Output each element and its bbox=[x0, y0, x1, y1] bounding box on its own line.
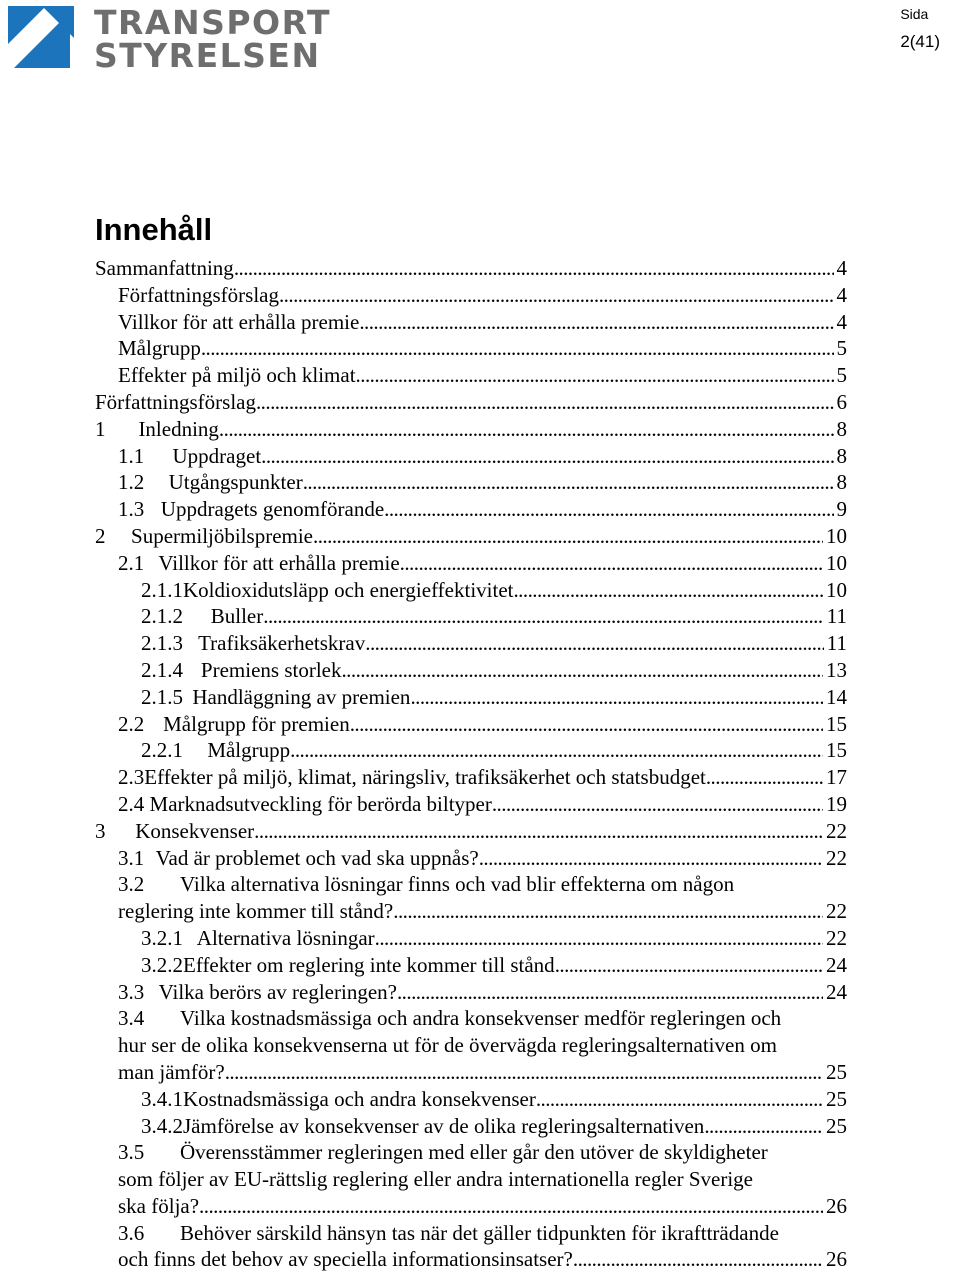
toc-entry[interactable] bbox=[95, 979, 847, 1006]
toc-entry-title: Marknadsutveckling för berörda biltyper bbox=[149, 791, 492, 816]
page-word: Sida bbox=[900, 6, 929, 22]
toc-leader-dots bbox=[365, 630, 824, 657]
toc-entry-page: 25 bbox=[826, 1113, 847, 1138]
toc-entry[interactable] bbox=[95, 309, 847, 336]
toc-entry-number: 3.2 bbox=[118, 872, 145, 897]
toc-entry-page: 6 bbox=[836, 389, 847, 414]
toc-entry-number: 2.1.3 bbox=[141, 631, 183, 656]
toc-entry[interactable] bbox=[95, 711, 847, 738]
toc-entry-number: 3.4.1 bbox=[141, 1086, 183, 1111]
toc-entry-title: Effekter på miljö och klimat bbox=[118, 363, 356, 388]
toc-leader-dots bbox=[341, 657, 823, 684]
logo-line-1: TRANSPORT bbox=[94, 3, 332, 42]
toc-entry[interactable] bbox=[95, 1113, 847, 1140]
toc-entry[interactable] bbox=[95, 871, 847, 898]
toc-leader-dots bbox=[536, 1086, 823, 1113]
toc-leader-dots bbox=[263, 603, 824, 630]
toc-entry-title: Koldioxidutsläpp och energieffektivitet bbox=[183, 577, 514, 602]
toc-entry-number: 1.2 bbox=[118, 470, 145, 495]
page-number: 2(41) bbox=[900, 32, 940, 51]
page-title: Innehåll bbox=[95, 212, 213, 247]
toc-entry-title: Sammanfattning bbox=[95, 256, 234, 280]
toc-leader-dots bbox=[261, 443, 833, 470]
toc-entry-title: Villkor för att erhålla premie bbox=[118, 309, 360, 334]
page-indicator bbox=[900, 6, 940, 52]
toc-leader-dots bbox=[219, 416, 834, 443]
toc-entry-page: 10 bbox=[826, 550, 847, 575]
toc-entry[interactable] bbox=[95, 443, 847, 470]
toc-entry-title: Vilka berörs av regleringen? bbox=[158, 979, 397, 1004]
toc-entry-page: 8 bbox=[836, 416, 847, 441]
toc-leader-dots bbox=[513, 577, 823, 604]
toc-entry-page: 15 bbox=[826, 711, 847, 736]
toc-entry-number: 2.1.1 bbox=[141, 577, 183, 602]
toc-entry[interactable] bbox=[95, 925, 847, 952]
toc-entry-page: 22 bbox=[826, 845, 847, 870]
toc-entry-number: 1.3 bbox=[118, 497, 145, 522]
toc-entry-number: 3.2.2 bbox=[141, 952, 183, 977]
toc-entry-number: 3.2.1 bbox=[141, 925, 183, 950]
toc-entry-page: 8 bbox=[836, 470, 847, 495]
toc-entry-title: Inledning bbox=[138, 416, 219, 441]
toc-entry-page: 26 bbox=[826, 1247, 847, 1272]
toc-entry-page: 4 bbox=[836, 282, 847, 307]
toc-leader-dots bbox=[290, 737, 823, 764]
toc-entry-title: Vilka kostnadsmässiga och andra konsekvenser medför regleringen och bbox=[180, 1006, 782, 1031]
toc-entry-number: 2.1.2 bbox=[141, 604, 183, 629]
toc-entry-title: Trafiksäkerhetskrav bbox=[198, 631, 366, 656]
toc-entry-title: Utgångspunkter bbox=[168, 470, 303, 495]
toc-entry-title-continued: som följer av EU-rättslig reglering eller andra internationella regler Sverige bbox=[118, 1167, 753, 1192]
toc-entry-page: 26 bbox=[826, 1193, 847, 1218]
toc-entry[interactable] bbox=[95, 1005, 847, 1032]
toc-entry-title-continued: hur ser de olika konsekvenserna ut för de övervägda regleringsalternativen om bbox=[118, 1033, 777, 1058]
toc-entry-title-continued: reglering inte kommer till stånd? bbox=[118, 899, 394, 924]
toc-entry-page: 22 bbox=[826, 818, 847, 843]
toc-leader-dots bbox=[359, 309, 833, 336]
toc-entry[interactable] bbox=[95, 496, 847, 523]
toc-entry-title: Målgrupp bbox=[118, 336, 201, 361]
toc-entry-title: Supermiljöbilspremie bbox=[131, 523, 314, 548]
toc-leader-dots bbox=[479, 845, 823, 872]
toc-entry-page: 5 bbox=[836, 363, 847, 388]
toc-entry-number: 2.1.4 bbox=[141, 657, 183, 682]
toc-entry-page: 22 bbox=[826, 925, 847, 950]
toc-entry-number: 3.3 bbox=[118, 979, 145, 1004]
toc-leader-dots bbox=[356, 362, 834, 389]
toc-entry-page: 9 bbox=[836, 497, 847, 522]
toc-entry-page: 25 bbox=[826, 1059, 847, 1084]
toc-entry-number: 2.2.1 bbox=[141, 738, 183, 763]
toc-entry-title-continued: ska följa? bbox=[118, 1193, 200, 1218]
toc-entry[interactable] bbox=[95, 416, 847, 443]
toc-entry-page: 5 bbox=[836, 336, 847, 361]
toc-entry[interactable] bbox=[95, 818, 847, 845]
toc-leader-dots bbox=[201, 335, 834, 362]
toc-entry-page: 19 bbox=[826, 791, 847, 816]
toc-entry-title-continued: och finns det behov av speciella informationsinsatser? bbox=[118, 1247, 573, 1272]
toc-leader-dots bbox=[555, 952, 823, 979]
toc-entry[interactable] bbox=[95, 389, 847, 416]
toc-entry-number: 3.1 bbox=[118, 845, 145, 870]
toc-entry-number: 1 bbox=[95, 416, 106, 441]
logo-wordmark bbox=[94, 3, 332, 75]
toc-entry[interactable] bbox=[95, 577, 847, 604]
toc-entry-page: 10 bbox=[826, 523, 847, 548]
toc-entry-title: Författningsförslag bbox=[118, 282, 279, 307]
toc-entry-number: 2.3 bbox=[118, 765, 145, 790]
toc-entry-title: Uppdragets genomförande bbox=[160, 497, 385, 522]
toc-leader-dots bbox=[410, 684, 823, 711]
toc-entry-title: Författningsförslag bbox=[95, 389, 256, 414]
toc-entry[interactable] bbox=[95, 603, 847, 630]
toc-entry[interactable] bbox=[95, 684, 847, 711]
toc-entry[interactable] bbox=[95, 952, 847, 979]
toc-entry-title: Villkor för att erhålla premie bbox=[158, 550, 400, 575]
toc-entry-continuation[interactable] bbox=[95, 1166, 847, 1193]
toc-entry-continuation[interactable] bbox=[95, 1032, 847, 1059]
toc-entry-number: 2.1.5 bbox=[141, 684, 183, 709]
toc-entry-number: 2 bbox=[95, 523, 106, 548]
toc-entry-page: 4 bbox=[836, 256, 847, 280]
toc-entry-page: 24 bbox=[826, 952, 847, 977]
toc-leader-dots bbox=[704, 1113, 823, 1140]
toc-entry-title: Behöver särskild hänsyn tas när det gäller tidpunkten för ikraftträdande bbox=[180, 1220, 779, 1245]
toc-entry-page: 15 bbox=[826, 738, 847, 763]
toc-entry-title: Premiens storlek bbox=[200, 657, 342, 682]
toc-entry[interactable] bbox=[95, 764, 847, 791]
toc-leader-dots bbox=[225, 1059, 823, 1086]
toc-leader-dots bbox=[254, 818, 823, 845]
toc-entry-title: Effekter på miljö, klimat, näringsliv, trafiksäkerhet och statsbudget bbox=[144, 765, 706, 790]
logo-mark-icon bbox=[8, 6, 74, 72]
transportstyrelsen-logo bbox=[8, 3, 332, 76]
toc-entry-continuation[interactable] bbox=[95, 898, 847, 925]
toc-entry-number: 3.5 bbox=[118, 1140, 145, 1165]
toc-entry[interactable] bbox=[95, 550, 847, 577]
toc-entry-title: Kostnadsmässiga och andra konsekvenser bbox=[183, 1086, 536, 1111]
toc-entry-page: 25 bbox=[826, 1086, 847, 1111]
toc-entry-page: 17 bbox=[826, 765, 847, 790]
toc-entry-title: Målgrupp för premien bbox=[163, 711, 350, 736]
toc-entry[interactable] bbox=[95, 1086, 847, 1113]
toc-entry-continuation[interactable] bbox=[95, 1059, 847, 1086]
toc-entry-title: Handläggning av premien bbox=[192, 684, 411, 709]
toc-entry-number: 2.2 bbox=[118, 711, 145, 736]
toc-leader-dots bbox=[492, 791, 823, 818]
toc-entry-title: Jämförelse av konsekvenser av de olika regleringsalternativen bbox=[183, 1113, 705, 1138]
toc-entry[interactable] bbox=[95, 1220, 847, 1247]
toc-entry-number: 3.4 bbox=[118, 1006, 145, 1031]
logo-line-2: STYRELSEN bbox=[94, 36, 321, 75]
toc-entry[interactable] bbox=[95, 1139, 847, 1166]
toc-entry[interactable] bbox=[95, 523, 847, 550]
toc-entry[interactable] bbox=[95, 362, 847, 389]
toc-entry-page: 13 bbox=[826, 657, 847, 682]
toc-entry-title: Överensstämmer regleringen med eller går den utöver de skyldigheter bbox=[180, 1140, 768, 1165]
toc-leader-dots bbox=[279, 282, 834, 309]
toc-entry-page: 14 bbox=[826, 684, 847, 709]
toc-entry-title: Alternativa lösningar bbox=[196, 925, 375, 950]
toc-leader-dots bbox=[256, 389, 834, 416]
toc-entry-page: 11 bbox=[826, 604, 847, 629]
toc-leader-dots bbox=[313, 523, 823, 550]
toc-entry-title: Konsekvenser bbox=[135, 818, 255, 843]
toc-leader-dots bbox=[234, 255, 834, 282]
toc-entry-page: 8 bbox=[836, 443, 847, 468]
toc-entry-title-continued: man jämför? bbox=[118, 1059, 225, 1084]
toc-entry-title: Vad är problemet och vad ska uppnås? bbox=[150, 845, 479, 870]
toc-entry-page: 22 bbox=[826, 899, 847, 924]
toc-entry-title: Effekter om reglering inte kommer till stånd bbox=[183, 952, 555, 977]
toc-leader-dots bbox=[706, 764, 823, 791]
toc-entry[interactable] bbox=[95, 630, 847, 657]
toc-entry-number: 1.1 bbox=[118, 443, 145, 468]
toc-leader-dots bbox=[350, 711, 823, 738]
toc-entry[interactable] bbox=[95, 255, 847, 282]
toc-entry[interactable] bbox=[95, 335, 847, 362]
toc-entry-number: 3 bbox=[95, 818, 106, 843]
toc-entry-page: 24 bbox=[826, 979, 847, 1004]
toc-entry[interactable] bbox=[95, 657, 847, 684]
toc-entry-continuation[interactable] bbox=[95, 1193, 847, 1220]
toc-leader-dots bbox=[199, 1193, 823, 1220]
toc-entry-number: 2.1 bbox=[118, 550, 145, 575]
toc-entry[interactable] bbox=[95, 469, 847, 496]
toc-leader-dots bbox=[393, 898, 823, 925]
toc-entry-title: Vilka alternativa lösningar finns och vad blir effekterna om någon bbox=[180, 872, 735, 897]
toc-entry-title: Buller bbox=[210, 604, 264, 629]
toc-leader-dots bbox=[303, 469, 834, 496]
toc-leader-dots bbox=[400, 550, 823, 577]
toc-entry-number: 3.6 bbox=[118, 1220, 145, 1245]
toc-entry-page: 11 bbox=[826, 631, 847, 656]
toc-leader-dots bbox=[375, 925, 823, 952]
toc-entry[interactable] bbox=[95, 845, 847, 872]
toc-leader-dots bbox=[573, 1246, 823, 1273]
toc-entry-number: 2.4 bbox=[118, 791, 145, 816]
toc-entry[interactable] bbox=[95, 791, 847, 818]
toc-entry-continuation[interactable] bbox=[95, 1246, 847, 1273]
table-of-contents bbox=[95, 255, 847, 1273]
toc-leader-dots bbox=[397, 979, 823, 1006]
toc-entry-title: Uppdraget bbox=[172, 443, 262, 468]
toc-entry-page: 10 bbox=[826, 577, 847, 602]
toc-entry[interactable] bbox=[95, 737, 847, 764]
toc-leader-dots bbox=[384, 496, 833, 523]
toc-entry-title: Målgrupp bbox=[207, 738, 291, 763]
toc-entry-page: 4 bbox=[836, 309, 847, 334]
toc-entry[interactable] bbox=[95, 282, 847, 309]
toc-entry-number: 3.4.2 bbox=[141, 1113, 183, 1138]
